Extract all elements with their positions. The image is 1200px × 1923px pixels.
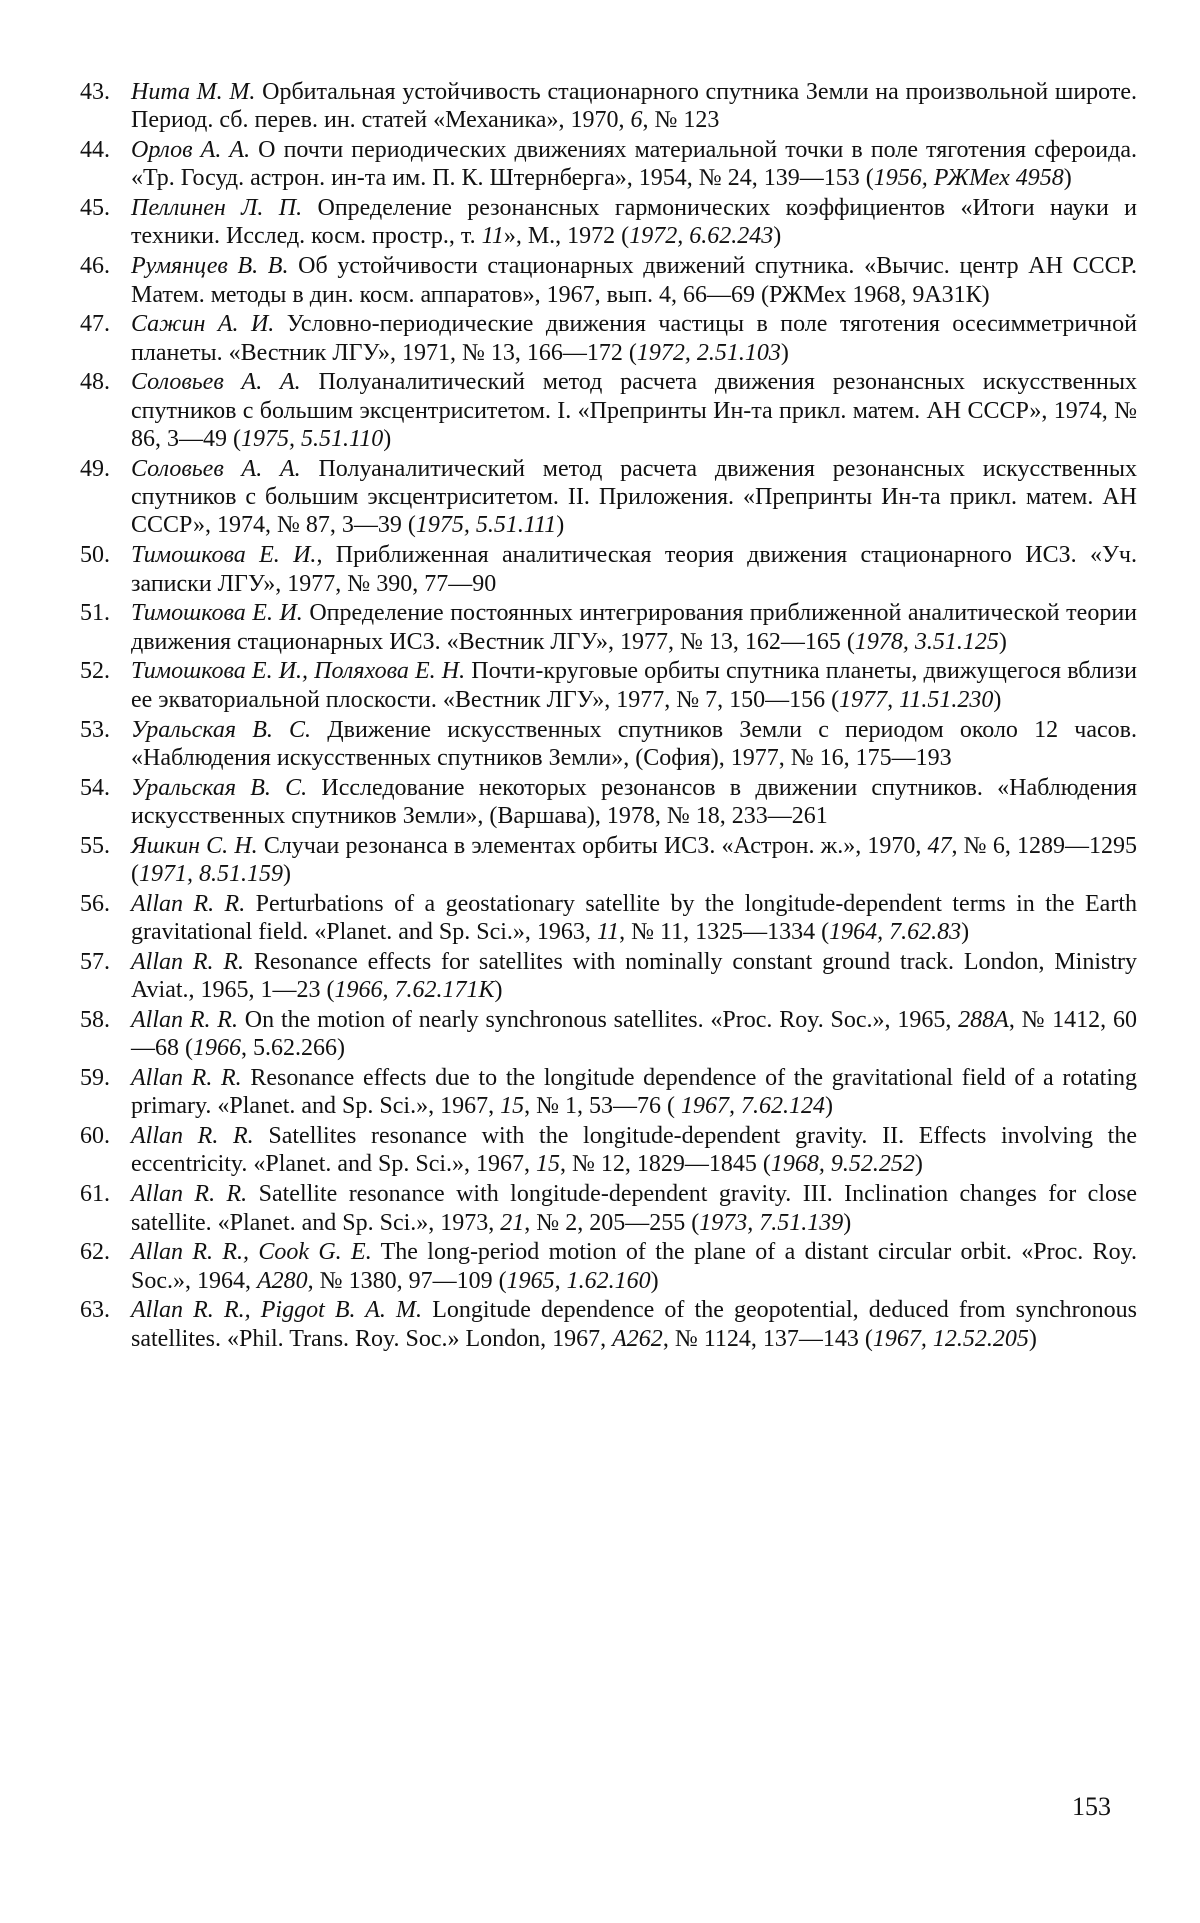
reference-text: , № 1, 53—76 ( xyxy=(524,1093,681,1120)
reference-item xyxy=(80,541,1138,598)
reference-italic-text: 6 xyxy=(630,107,643,134)
reference-italic-text: Уральская В. С. xyxy=(131,716,312,743)
reference-italic-text: Орлов А. А. xyxy=(131,137,251,164)
reference-italic-text: 1956, РЖМех 4958 xyxy=(873,165,1064,192)
reference-text: ) xyxy=(998,628,1007,655)
reference-item xyxy=(80,599,1137,656)
reference-number: 54. xyxy=(80,774,110,801)
reference-number: 50. xyxy=(80,542,110,569)
reference-item xyxy=(80,136,1138,193)
reference-italic-text: Allan R. R. xyxy=(131,890,246,917)
reference-item xyxy=(80,1238,1138,1295)
reference-text: ) xyxy=(283,861,291,888)
reference-text: Perturbations of a geostationary satellite by the longitude-dependent terms in the Earth gravitational field. «Planet. and Sp. Sci.», 1963, xyxy=(131,890,1137,946)
reference-italic-text: 11 xyxy=(596,919,620,946)
reference-text: Satellite resonance with longitude-dependent gravity. III. Inclination changes for close satellite. «Planet. and Sp. Sci.», 1973, xyxy=(131,1181,1137,1236)
reference-number: 47. xyxy=(80,311,110,338)
reference-italic-text: Allan R. R., Cook G. E. xyxy=(131,1239,372,1266)
reference-text: ) xyxy=(494,977,503,1004)
reference-italic-text: 1971, 8.51.159 xyxy=(139,861,283,888)
reference-italic-text: Тимошкова Е. И. xyxy=(131,600,303,627)
reference-number: 59. xyxy=(80,1065,110,1092)
reference-italic-text: Тимошкова Е. И. xyxy=(131,542,317,569)
reference-item xyxy=(80,832,1137,889)
reference-text: , Приближенная аналитическая теория движения стационарного ИСЗ. «Уч. записки ЛГУ», 1977, № 390, 77—90 xyxy=(131,542,1138,597)
reference-italic-text: Соловьев А. А. xyxy=(131,369,301,396)
reference-item xyxy=(80,716,1137,773)
reference-text: On the motion of nearly synchronous satellites. «Proc. Roy. Soc.», 1965, xyxy=(237,1007,959,1033)
reference-text: Полуаналитический метод расчета движения резонансных искусственных спутников с большим эксцентриситетом. I. «Препринты Ин-та прикл. матем. АН СССР», 1974, № 86, 3—49 ( xyxy=(131,369,1137,453)
reference-text: Почти-круговые орбиты спутника планеты, движущегося вблизи ее экваториальной плоскости. «Вестник ЛГУ», 1977, № 7, 150—156 ( xyxy=(131,658,1138,713)
reference-text: Определение постоянных интегрирования приближенной аналитической теории движения стационарных ИСЗ. «Вестник ЛГУ», 1977, № 13, 162—165 ( xyxy=(131,600,1137,655)
reference-item xyxy=(80,1006,1138,1063)
reference-italic-text: Соловьев А. А. xyxy=(131,455,301,482)
reference-italic-text: A280 xyxy=(257,1267,308,1294)
reference-number: 46. xyxy=(80,253,110,280)
reference-text: , 5.62.266) xyxy=(241,1035,345,1062)
reference-number: 56. xyxy=(80,890,110,917)
reference-italic-text: Нита М. М. xyxy=(131,79,256,105)
reference-text: ) xyxy=(961,919,970,946)
reference-text: Орбитальная устойчивость стационарного спутника Земли на произвольной широте. Период. сб. перев. ин. статей «Механика», 1970, xyxy=(131,79,1137,134)
reference-text: , № 6, 1289—1295 ( xyxy=(131,832,1137,888)
reference-italic-text: Тимошкова Е. И., Поляхова Е. Н. xyxy=(131,658,466,685)
reference-number: 58. xyxy=(80,1007,110,1033)
reference-italic-text: Allan R. R. xyxy=(131,1065,242,1092)
reference-text: Определение резонансных гармонических коэффициентов «Итоги науки и техники. Исслед. косм. простр., т. xyxy=(131,195,1138,250)
reference-text: , № 1124, 137—143 ( xyxy=(662,1325,873,1352)
reference-text: Исследование некоторых резонансов в движении спутников. «Наблюдения искусственных спутников Земли», (Варшава), 1978, № 18, 233—261 xyxy=(131,774,1137,829)
reference-italic-text: Allan R. R. xyxy=(131,948,245,975)
reference-italic-text: 15 xyxy=(536,1151,561,1178)
reference-item xyxy=(80,252,1137,309)
reference-number: 57. xyxy=(80,948,110,975)
reference-item xyxy=(80,1296,1137,1353)
reference-text: Resonance effects for satellites with nominally constant ground track. London, Ministry Aviat., 1965, 1—23 ( xyxy=(131,948,1137,1004)
reference-italic-text: Allan R. R., Piggot B. A. M. xyxy=(131,1297,423,1324)
reference-number: 51. xyxy=(80,600,110,627)
reference-italic-text: 1978, 3.51.125 xyxy=(854,628,999,655)
reference-text: ) xyxy=(824,1093,833,1120)
reference-text: ) xyxy=(650,1267,659,1294)
reference-item xyxy=(80,368,1137,453)
reference-italic-text: 1968, 9.52.252 xyxy=(770,1151,915,1178)
reference-item xyxy=(80,310,1137,367)
reference-number: 60. xyxy=(80,1123,110,1150)
reference-italic-text: 1972, 2.51.103 xyxy=(636,339,781,366)
reference-number: 61. xyxy=(80,1181,110,1208)
reference-italic-text: 288A xyxy=(958,1007,1009,1033)
reference-text: ) xyxy=(780,339,789,366)
reference-item xyxy=(80,455,1137,540)
reference-text: », М., 1972 ( xyxy=(503,223,630,250)
reference-italic-text: 1964, 7.62.83 xyxy=(829,919,962,946)
reference-list xyxy=(80,78,1138,1355)
reference-number: 63. xyxy=(80,1297,110,1324)
reference-text: ) xyxy=(1028,1325,1037,1352)
reference-text: , № 1380, 97—109 ( xyxy=(307,1267,507,1294)
reference-italic-text: 1966, 7.62.171К xyxy=(334,977,495,1004)
reference-number: 55. xyxy=(80,832,110,859)
reference-item xyxy=(80,890,1137,947)
reference-item xyxy=(80,194,1138,251)
reference-italic-text: 1975, 5.51.111 xyxy=(415,512,557,539)
reference-italic-text: Сажин А. И. xyxy=(131,311,275,338)
reference-item xyxy=(80,774,1137,831)
reference-italic-text: 47 xyxy=(927,832,952,859)
reference-italic-text: 1965, 1.62.160 xyxy=(506,1267,651,1294)
reference-italic-text: Уральская В. С. xyxy=(131,774,308,801)
reference-number: 44. xyxy=(80,137,110,164)
reference-text: Полуаналитический метод расчета движения резонансных искусственных спутников с большим эксцентриситетом. II. Приложения. «Препринты Ин-та прикл. матем. АН СССР», 1974, № 87, 3—39 ( xyxy=(131,455,1137,539)
reference-item xyxy=(80,1180,1137,1237)
reference-item xyxy=(80,1122,1137,1179)
reference-text: ) xyxy=(383,426,392,453)
reference-text: Движение искусственных спутников Земли с периодом около 12 часов. «Наблюдения искусственных спутников Земли», (София), 1977, № 16, 175—193 xyxy=(131,716,1137,771)
reference-number: 53. xyxy=(80,716,110,743)
reference-italic-text: 1973, 7.51.139 xyxy=(699,1209,844,1236)
reference-italic-text: 1966 xyxy=(193,1035,241,1062)
reference-number: 49. xyxy=(80,455,110,482)
reference-number: 43. xyxy=(80,79,110,105)
reference-text: Longitude dependence of the geopotential, deduced from synchronous satellites. «Phil. Trans. Roy. Soc.» London, 1967, xyxy=(131,1297,1137,1352)
reference-italic-text: 21 xyxy=(500,1209,525,1236)
reference-number: 48. xyxy=(80,369,110,396)
reference-text: ) xyxy=(843,1209,852,1236)
reference-italic-text: Румянцев В. В. xyxy=(131,253,289,280)
reference-italic-text: Яшкин С. Н. xyxy=(131,832,258,859)
reference-text: Об устойчивости стационарных движений спутника. «Вычис. центр АН СССР. Матем. методы в дин. косм. аппаратов», 1967, вып. 4, 66—69 (РЖМех 1968, 9А31К) xyxy=(131,253,1137,308)
reference-italic-text: Allan R. R. xyxy=(131,1181,248,1208)
reference-item xyxy=(80,1064,1137,1121)
reference-number: 62. xyxy=(80,1239,110,1266)
reference-number: 52. xyxy=(80,658,110,685)
reference-number: 45. xyxy=(80,195,110,222)
reference-text: Условно-периодические движения частицы в поле тяготения осесимметричной планеты. «Вестник ЛГУ», 1971, № 13, 166—172 ( xyxy=(131,311,1137,366)
reference-italic-text: 1977, 11.51.230 xyxy=(839,686,994,713)
reference-text: ) xyxy=(556,512,565,539)
reference-text: , № 1412, 60—68 ( xyxy=(131,1007,1138,1062)
reference-italic-text: 1967, 12.52.205 xyxy=(872,1325,1029,1352)
reference-italic-text: 1972, 6.62.243 xyxy=(629,223,774,250)
reference-item xyxy=(80,948,1137,1005)
reference-text: ) xyxy=(773,223,782,250)
reference-text: , № 2, 205—255 ( xyxy=(524,1209,700,1236)
reference-text: О почти периодических движениях материальной точки в поле тяготения сфероида. «Тр. Госуд. астрон. ин-та им. П. К. Штернберга», 1954, № 24, 139—153 ( xyxy=(131,137,1138,192)
reference-italic-text: 15 xyxy=(500,1093,525,1120)
reference-text: , № 12, 1829—1845 ( xyxy=(560,1151,771,1178)
reference-text: ) xyxy=(914,1151,923,1178)
reference-italic-text: 1967, 7.62.124 xyxy=(680,1093,825,1120)
reference-text: Resonance effects due to the longitude dependence of the gravitational field of a rotating primary. «Planet. and Sp. Sci.», 1967, xyxy=(131,1065,1137,1120)
reference-text: , № 123 xyxy=(642,107,720,134)
reference-text: , № 11, 1325—1334 ( xyxy=(619,919,830,946)
reference-text: Случаи резонанса в элементах орбиты ИСЗ. «Астрон. ж.», 1970, xyxy=(257,832,928,859)
reference-italic-text: 1975, 5.51.110 xyxy=(241,426,384,453)
reference-italic-text: Allan R. R. xyxy=(131,1007,238,1033)
reference-item xyxy=(80,657,1138,714)
reference-text: Satellites resonance with the longitude-dependent gravity. II. Effects involving the eccentricity. «Planet. and Sp. Sci.», 1967, xyxy=(131,1123,1137,1178)
reference-italic-text: A262 xyxy=(612,1325,663,1352)
reference-text: ) xyxy=(993,686,1002,713)
reference-item xyxy=(80,78,1137,135)
reference-text: ) xyxy=(1063,165,1072,192)
reference-italic-text: 11 xyxy=(481,223,504,250)
reference-italic-text: Allan R. R. xyxy=(131,1123,254,1150)
page-number: 153 xyxy=(1072,1792,1111,1821)
reference-text: The long-period motion of the plane of a distant circular orbit. «Proc. Roy. Soc.», 1964, xyxy=(131,1239,1138,1294)
reference-italic-text: Пеллинен Л. П. xyxy=(131,195,303,222)
